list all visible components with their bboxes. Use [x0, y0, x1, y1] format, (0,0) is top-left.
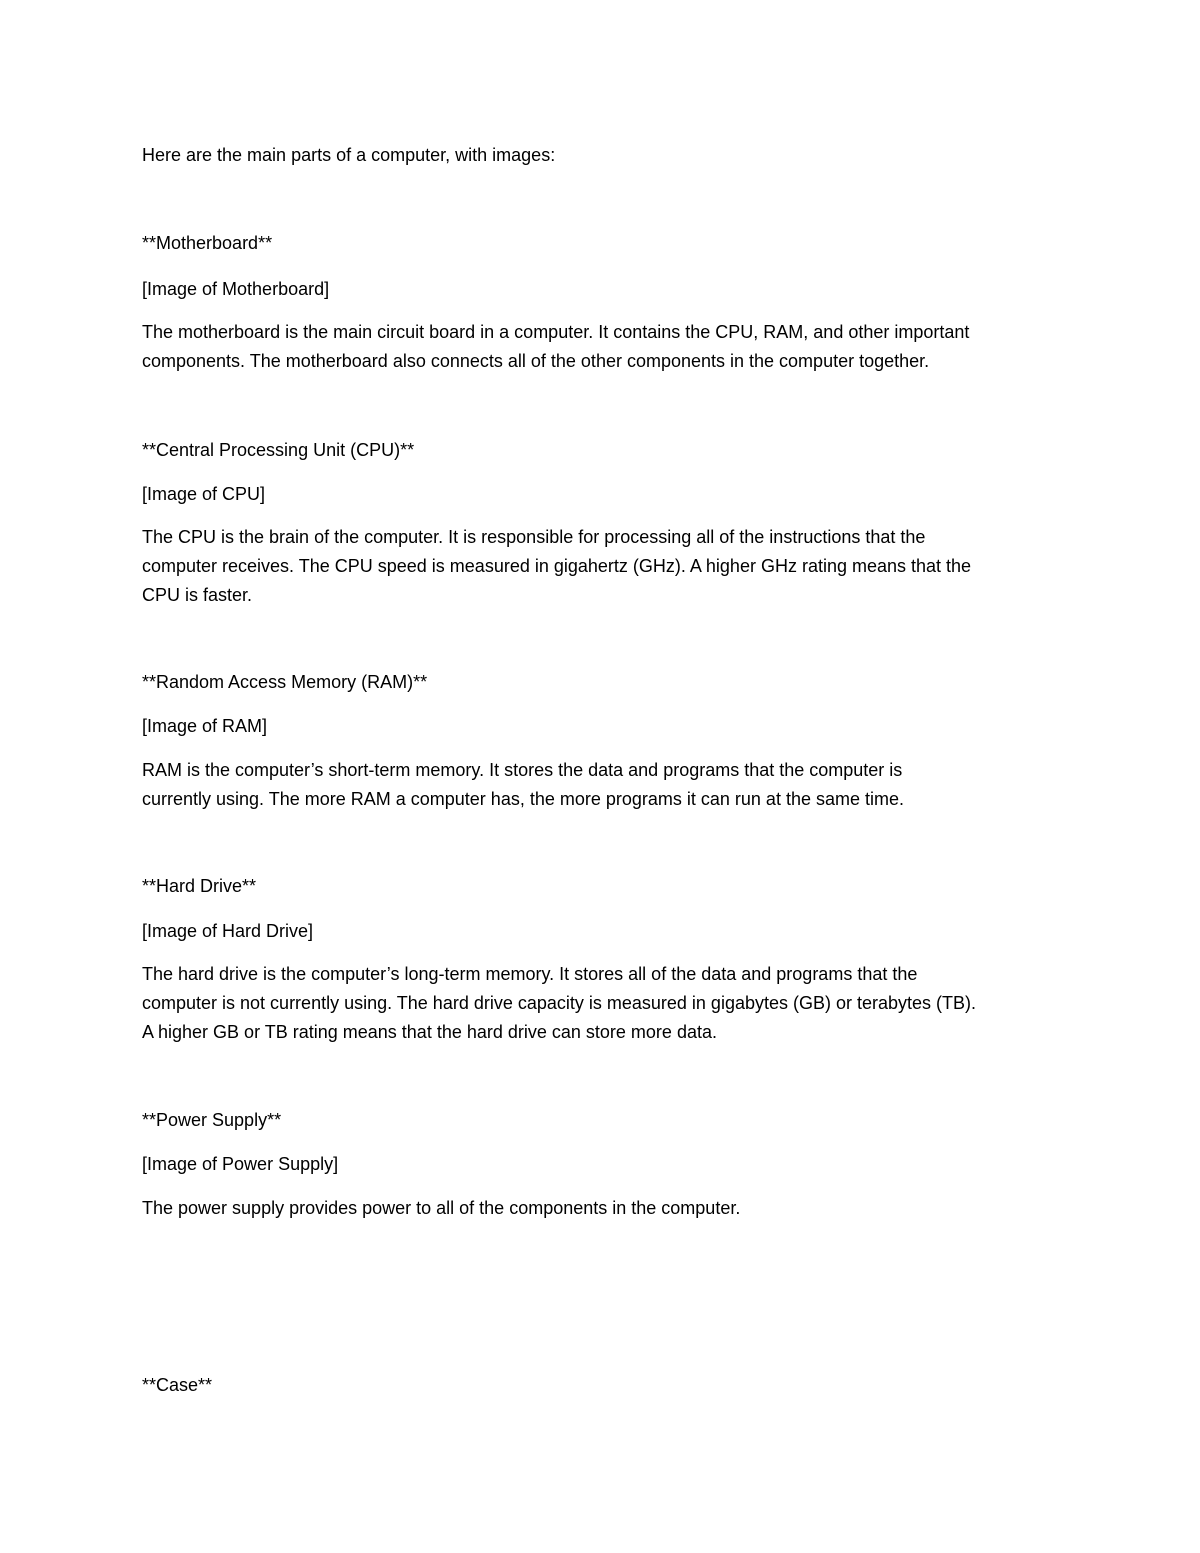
body-line: RAM is the computer’s short-term memory. It stores the data and programs that the computer is — [142, 760, 903, 780]
section-body-motherboard — [142, 318, 1062, 376]
section-body-cpu — [142, 523, 1062, 610]
section-heading-case: **Case** — [142, 1375, 213, 1395]
image-placeholder-motherboard: [Image of Motherboard] — [142, 279, 330, 299]
image-placeholder-cpu: [Image of CPU] — [142, 484, 266, 504]
section-heading-hard-drive: **Hard Drive** — [142, 876, 257, 896]
intro-text: Here are the main parts of a computer, with images: — [142, 145, 556, 165]
image-placeholder-ram: [Image of RAM] — [142, 716, 268, 736]
section-body-power-supply: The power supply provides power to all of the components in the computer. — [142, 1198, 741, 1218]
section-heading-power-supply: **Power Supply** — [142, 1110, 282, 1130]
body-line: components. The motherboard also connects all of the other components in the computer together. — [142, 351, 930, 371]
image-placeholder-power-supply: [Image of Power Supply] — [142, 1154, 339, 1174]
image-placeholder-hard-drive: [Image of Hard Drive] — [142, 921, 314, 941]
section-heading-cpu: **Central Processing Unit (CPU)** — [142, 440, 415, 460]
body-line: The CPU is the brain of the computer. It is responsible for processing all of the instructions that the — [142, 527, 926, 547]
body-line: currently using. The more RAM a computer has, the more programs it can run at the same time. — [142, 789, 904, 809]
section-body-hard-drive — [142, 960, 1062, 1047]
body-line: CPU is faster. — [142, 585, 253, 605]
section-heading-ram: **Random Access Memory (RAM)** — [142, 672, 428, 692]
body-line: computer is not currently using. The hard drive capacity is measured in gigabytes (GB) or terabytes (TB). — [142, 993, 977, 1013]
body-line: The hard drive is the computer’s long-term memory. It stores all of the data and programs that the — [142, 964, 918, 984]
body-line: A higher GB or TB rating means that the hard drive can store more data. — [142, 1022, 717, 1042]
body-line: computer receives. The CPU speed is measured in gigahertz (GHz). A higher GHz rating means that the — [142, 556, 972, 576]
body-line: The motherboard is the main circuit board in a computer. It contains the CPU, RAM, and other important — [142, 322, 970, 342]
section-heading-motherboard: **Motherboard** — [142, 233, 273, 253]
section-body-ram — [142, 756, 1062, 814]
